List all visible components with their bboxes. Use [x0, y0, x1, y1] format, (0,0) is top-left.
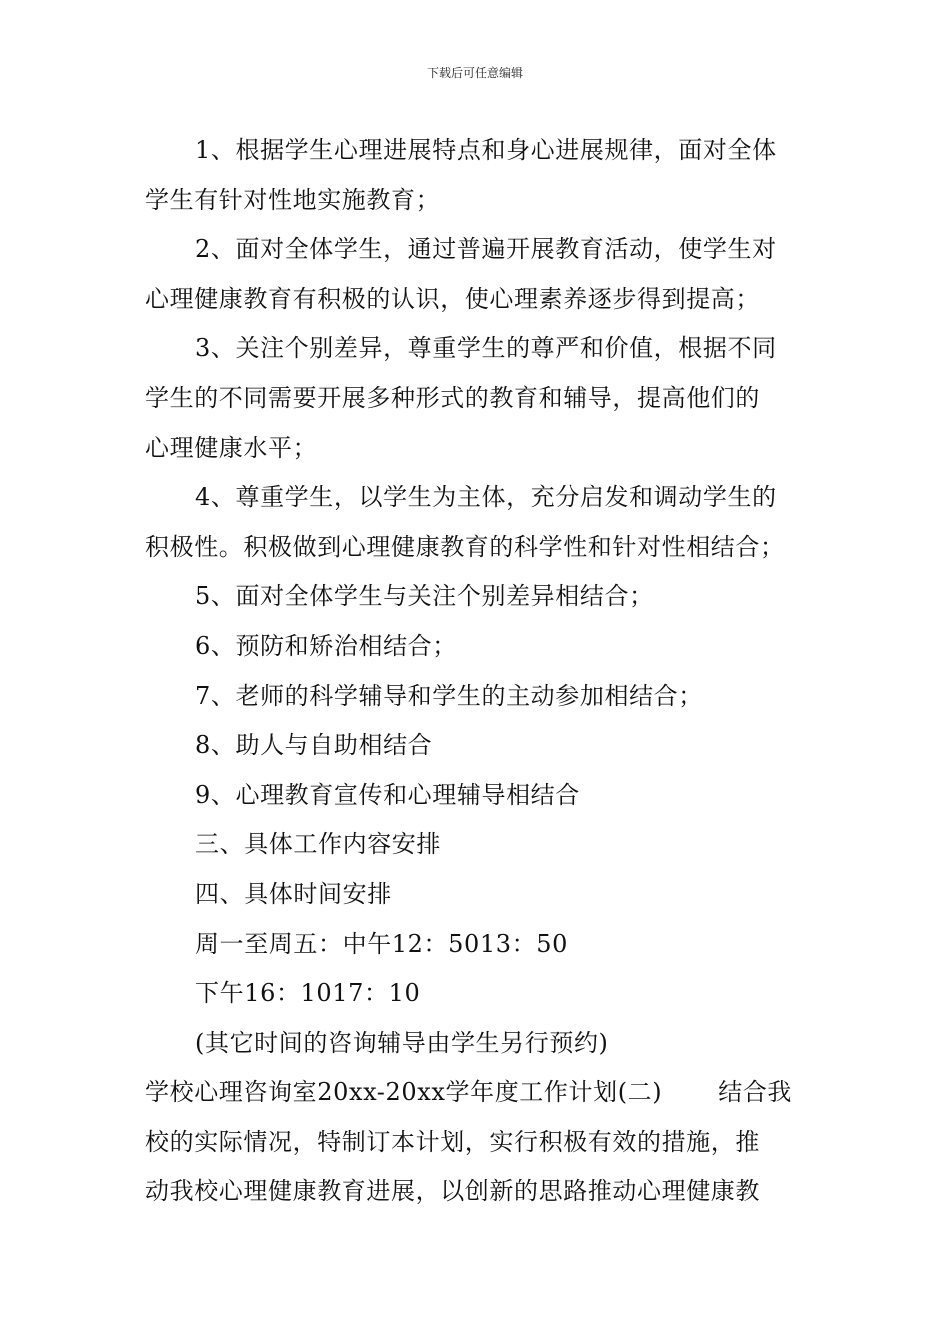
- paragraph-line: 3、关注个别差异，尊重学生的尊严和价值，根据不同: [195, 334, 777, 363]
- paragraph-line: 心理健康教育有积极的认识，使心理素养逐步得到提高；: [145, 284, 760, 313]
- section-heading: 四、具体时间安排: [195, 879, 392, 908]
- schedule-note: (其它时间的咨询辅导由学生另行预约): [195, 1028, 609, 1057]
- paragraph-line: 校的实际情况，特制订本计划，实行积极有效的措施，推: [145, 1127, 760, 1156]
- paragraph-line: 心理健康水平；: [145, 433, 318, 462]
- paragraph-line: 4、尊重学生，以学生为主体，充分启发和调动学生的: [195, 483, 777, 512]
- schedule-line: 下午16：1017：10: [195, 979, 421, 1008]
- section-heading: 三、具体工作内容安排: [195, 830, 441, 859]
- paragraph-line: 2、面对全体学生，通过普遍开展教育活动，使学生对: [195, 235, 777, 264]
- document-body: [145, 126, 810, 1217]
- page-header-note: 下载后可任意编辑: [426, 66, 523, 80]
- paragraph-line: 6、预防和矫治相结合；: [195, 631, 457, 660]
- plan-title-line: [145, 1068, 810, 1118]
- paragraph-line: 动我校心理健康教育进展，以创新的思路推动心理健康教: [145, 1177, 760, 1206]
- paragraph-line: 5、面对全体学生与关注个别差异相结合；: [195, 582, 654, 611]
- paragraph-line: 1、根据学生心理进展特点和身心进展规律，面对全体: [195, 136, 777, 164]
- paragraph-line: 学生的不同需要开展多种形式的教育和辅导，提高他们的: [145, 383, 760, 412]
- paragraph-start: 结合我: [718, 1078, 793, 1107]
- paragraph-line: 9、心理教育宣传和心理辅导相结合: [195, 780, 580, 809]
- plan-title: 学校心理咨询室20xx-20xx学年度工作计划(二): [145, 1078, 663, 1107]
- paragraph-line: 学生有针对性地实施教育；: [145, 185, 441, 214]
- paragraph-line: 8、助人与自助相结合: [195, 731, 433, 760]
- paragraph-line: 7、老师的科学辅导和学生的主动参加相结合；: [195, 681, 703, 710]
- paragraph-line: 积极性。积极做到心理健康教育的科学性和针对性相结合；: [145, 532, 785, 561]
- schedule-line: 周一至周五：中午12：5013：50: [195, 929, 568, 958]
